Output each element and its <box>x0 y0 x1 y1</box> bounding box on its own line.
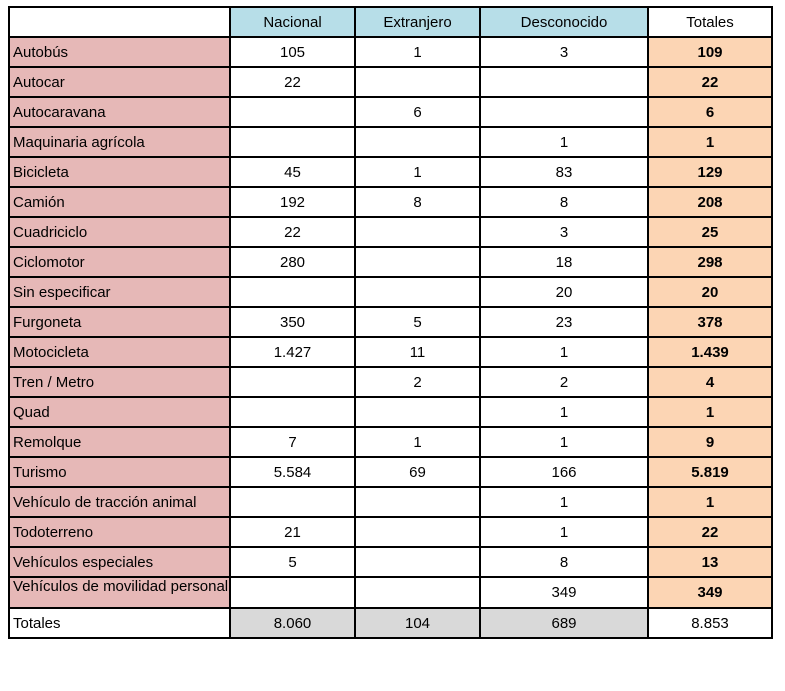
cell-nacional: 7 <box>230 427 355 457</box>
cell-desconocido: 8 <box>480 547 648 577</box>
table-row <box>9 367 772 397</box>
cell-totales: 1 <box>648 487 772 517</box>
cell-nacional: 105 <box>230 37 355 67</box>
table-row <box>9 37 772 67</box>
vehicle-table-container <box>8 6 773 639</box>
cell-desconocido: 1 <box>480 427 648 457</box>
table-row <box>9 337 772 367</box>
header-extranjero: Extranjero <box>355 7 480 37</box>
row-label: Vehículos de movilidad personal <box>9 577 230 608</box>
table-row <box>9 277 772 307</box>
cell-extranjero: 1 <box>355 37 480 67</box>
cell-nacional: 22 <box>230 67 355 97</box>
header-corner-cell <box>9 7 230 37</box>
cell-nacional: 22 <box>230 217 355 247</box>
row-label: Cuadriciclo <box>9 217 230 247</box>
row-label: Furgoneta <box>9 307 230 337</box>
cell-totales: 4 <box>648 367 772 397</box>
cell-desconocido: 1 <box>480 337 648 367</box>
cell-totales: 20 <box>648 277 772 307</box>
cell-nacional: 280 <box>230 247 355 277</box>
table-row <box>9 547 772 577</box>
cell-desconocido: 1 <box>480 397 648 427</box>
cell-desconocido: 23 <box>480 307 648 337</box>
cell-desconocido: 3 <box>480 217 648 247</box>
table-row <box>9 187 772 217</box>
cell-extranjero <box>355 247 480 277</box>
cell-desconocido: 20 <box>480 277 648 307</box>
total-extranjero: 104 <box>355 608 480 638</box>
table-row <box>9 457 772 487</box>
total-nacional: 8.060 <box>230 608 355 638</box>
cell-extranjero <box>355 277 480 307</box>
cell-totales: 1 <box>648 397 772 427</box>
cell-extranjero <box>355 517 480 547</box>
row-label: Tren / Metro <box>9 367 230 397</box>
cell-extranjero <box>355 577 480 608</box>
table-row <box>9 427 772 457</box>
table-row <box>9 157 772 187</box>
cell-extranjero: 11 <box>355 337 480 367</box>
cell-extranjero: 8 <box>355 187 480 217</box>
cell-totales: 109 <box>648 37 772 67</box>
row-label: Autocaravana <box>9 97 230 127</box>
cell-nacional: 1.427 <box>230 337 355 367</box>
row-label: Sin especificar <box>9 277 230 307</box>
cell-totales: 25 <box>648 217 772 247</box>
cell-totales: 298 <box>648 247 772 277</box>
cell-extranjero: 1 <box>355 427 480 457</box>
cell-nacional <box>230 127 355 157</box>
row-label: Todoterreno <box>9 517 230 547</box>
header-row <box>9 7 772 37</box>
header-nacional: Nacional <box>230 7 355 37</box>
cell-desconocido: 1 <box>480 127 648 157</box>
row-label: Bicicleta <box>9 157 230 187</box>
cell-extranjero <box>355 397 480 427</box>
row-label: Autobús <box>9 37 230 67</box>
cell-desconocido: 83 <box>480 157 648 187</box>
cell-nacional <box>230 577 355 608</box>
cell-extranjero <box>355 487 480 517</box>
cell-desconocido: 2 <box>480 367 648 397</box>
cell-nacional: 21 <box>230 517 355 547</box>
cell-nacional: 350 <box>230 307 355 337</box>
table-row <box>9 307 772 337</box>
cell-totales: 349 <box>648 577 772 608</box>
row-label: Autocar <box>9 67 230 97</box>
cell-nacional: 5.584 <box>230 457 355 487</box>
cell-desconocido: 3 <box>480 37 648 67</box>
table-row <box>9 217 772 247</box>
row-label: Maquinaria agrícola <box>9 127 230 157</box>
cell-extranjero <box>355 547 480 577</box>
cell-extranjero <box>355 127 480 157</box>
cell-totales: 9 <box>648 427 772 457</box>
cell-nacional <box>230 487 355 517</box>
table-row <box>9 67 772 97</box>
row-label: Camión <box>9 187 230 217</box>
cell-totales: 13 <box>648 547 772 577</box>
cell-desconocido: 1 <box>480 517 648 547</box>
cell-desconocido: 18 <box>480 247 648 277</box>
table-row <box>9 247 772 277</box>
cell-totales: 22 <box>648 67 772 97</box>
row-label: Ciclomotor <box>9 247 230 277</box>
table-row <box>9 127 772 157</box>
cell-totales: 129 <box>648 157 772 187</box>
cell-totales: 208 <box>648 187 772 217</box>
grand-total: 8.853 <box>648 608 772 638</box>
row-label: Turismo <box>9 457 230 487</box>
table-row <box>9 487 772 517</box>
totals-row <box>9 608 772 638</box>
row-label: Quad <box>9 397 230 427</box>
cell-desconocido: 8 <box>480 187 648 217</box>
cell-nacional: 192 <box>230 187 355 217</box>
cell-nacional: 5 <box>230 547 355 577</box>
cell-desconocido <box>480 67 648 97</box>
cell-totales: 378 <box>648 307 772 337</box>
table-row <box>9 577 772 608</box>
cell-nacional: 45 <box>230 157 355 187</box>
table-row <box>9 397 772 427</box>
row-label: Motocicleta <box>9 337 230 367</box>
cell-desconocido: 166 <box>480 457 648 487</box>
cell-totales: 6 <box>648 97 772 127</box>
cell-extranjero: 5 <box>355 307 480 337</box>
row-label: Remolque <box>9 427 230 457</box>
cell-desconocido: 349 <box>480 577 648 608</box>
total-desconocido: 689 <box>480 608 648 638</box>
cell-nacional <box>230 367 355 397</box>
cell-extranjero: 2 <box>355 367 480 397</box>
cell-extranjero: 69 <box>355 457 480 487</box>
table-row <box>9 517 772 547</box>
row-label: Vehículo de tracción animal <box>9 487 230 517</box>
cell-totales: 1.439 <box>648 337 772 367</box>
table-row <box>9 97 772 127</box>
cell-totales: 1 <box>648 127 772 157</box>
row-label: Vehículos especiales <box>9 547 230 577</box>
cell-extranjero: 1 <box>355 157 480 187</box>
header-desconocido: Desconocido <box>480 7 648 37</box>
cell-totales: 5.819 <box>648 457 772 487</box>
cell-nacional <box>230 397 355 427</box>
cell-desconocido <box>480 97 648 127</box>
cell-desconocido: 1 <box>480 487 648 517</box>
cell-nacional <box>230 277 355 307</box>
totals-label: Totales <box>9 608 230 638</box>
cell-extranjero <box>355 217 480 247</box>
cell-totales: 22 <box>648 517 772 547</box>
header-totales: Totales <box>648 7 772 37</box>
cell-extranjero <box>355 67 480 97</box>
cell-nacional <box>230 97 355 127</box>
vehicle-count-table <box>8 6 773 639</box>
cell-extranjero: 6 <box>355 97 480 127</box>
